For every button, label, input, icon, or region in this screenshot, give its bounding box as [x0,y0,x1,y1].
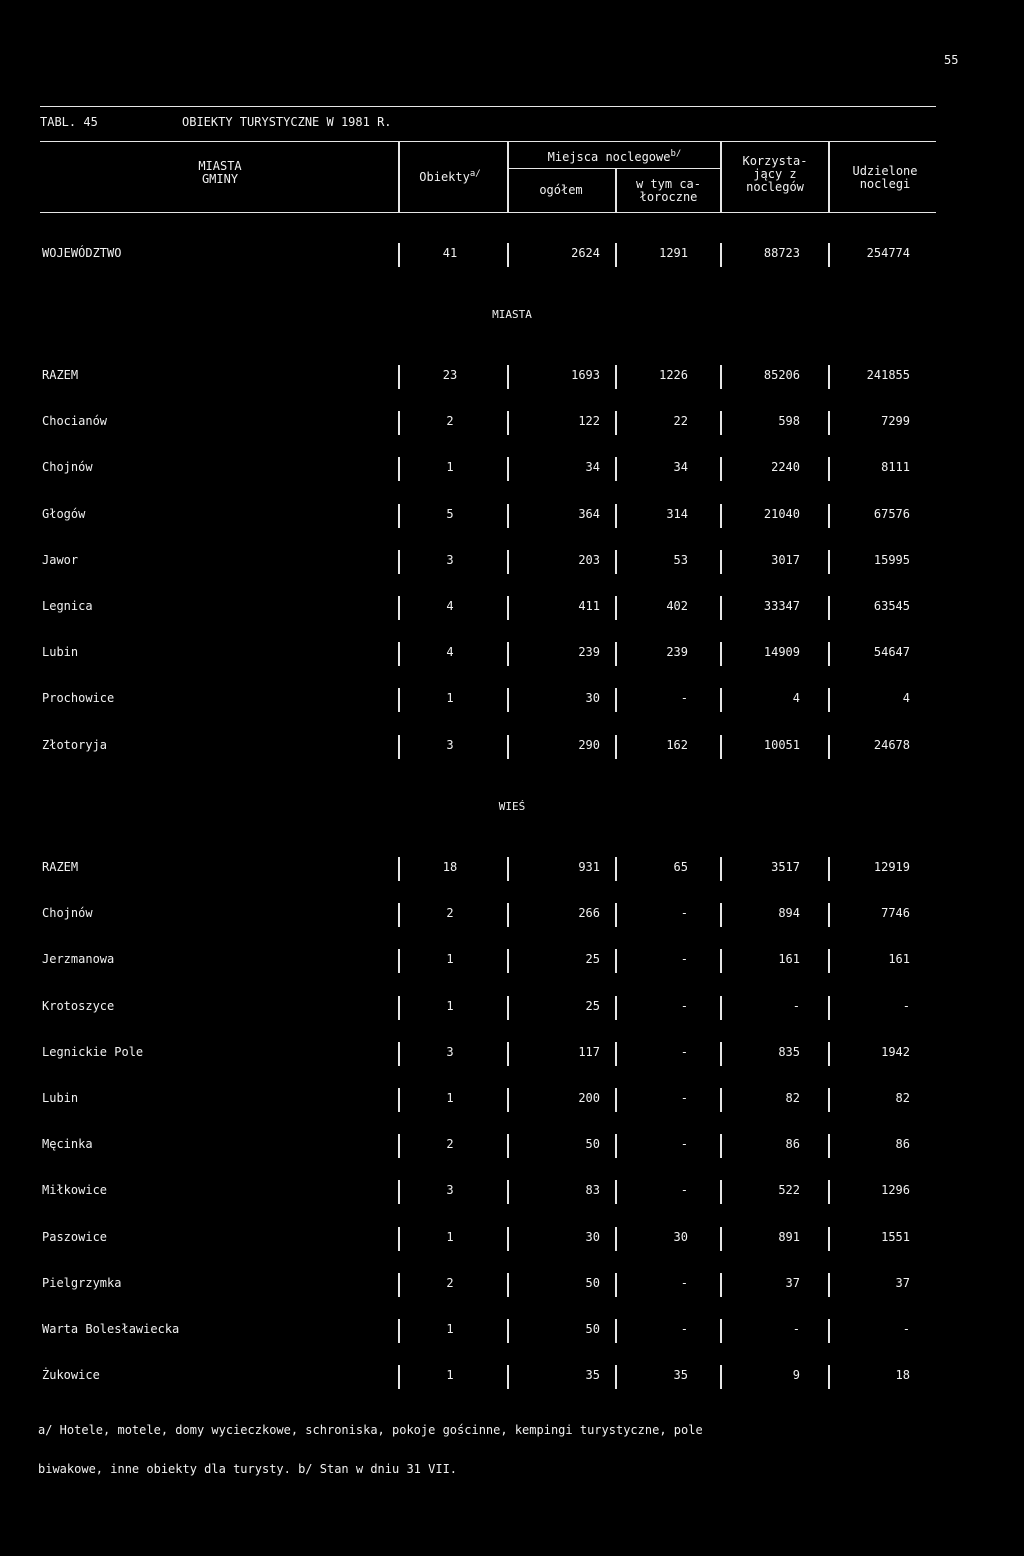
cell-nights: 4 [902,691,910,705]
cell-users: 82 [785,1091,800,1105]
header-towns [160,160,280,186]
row-divider [507,1042,509,1066]
cell-beds-year: 30 [673,1230,688,1244]
row-divider [398,1227,400,1251]
cell-users: 88723 [763,246,800,260]
row-name: WOJEWÓDZTWO [42,246,122,260]
row-divider [507,642,509,666]
cell-objects: 3 [446,738,454,752]
cell-beds-total: 239 [578,645,600,659]
table-row [0,906,1024,926]
table-row [0,738,1024,758]
header-objects-sup: a/ [469,169,481,179]
cell-beds-total: 34 [585,460,600,474]
table-row [0,1276,1024,1296]
row-name: Chocianów [42,414,108,428]
row-name: Lubin [42,645,79,659]
cell-beds-year: 65 [673,860,688,874]
cell-beds-year: 22 [673,414,688,428]
cell-nights: 1296 [881,1183,910,1197]
cell-objects: 3 [446,553,454,567]
cell-objects: 1 [446,999,454,1013]
cell-nights: 7299 [881,414,910,428]
row-name: Prochowice [42,691,115,705]
cell-beds-total: 931 [578,860,600,874]
row-name: Krotoszyce [42,999,115,1013]
header-top-rule [40,141,936,142]
row-divider [398,688,400,712]
row-name: Męcinka [42,1137,93,1151]
row-divider [507,688,509,712]
cell-users: 3017 [771,553,800,567]
row-divider [507,1134,509,1158]
table-row [0,553,1024,573]
cell-objects: 1 [446,1230,454,1244]
row-divider [398,735,400,759]
cell-beds-total: 411 [578,599,600,613]
header-users-line1: Korzysta- [742,154,808,168]
header-nights-line2: noclegi [859,177,911,191]
row-divider [507,1365,509,1389]
row-divider [398,996,400,1020]
row-divider [507,1319,509,1343]
section-title-villages: WIEŚ [498,800,526,813]
table-row [0,952,1024,972]
cell-beds-year: - [680,999,688,1013]
table-row [0,645,1024,665]
row-divider [398,596,400,620]
cell-objects: 2 [446,1137,454,1151]
row-divider [507,457,509,481]
cell-nights: 8111 [881,460,910,474]
cell-beds-year: - [680,952,688,966]
header-nights [830,165,940,191]
header-users [722,155,828,194]
cell-objects: 1 [446,1368,454,1382]
cell-nights: 15995 [873,553,910,567]
row-name: Złotoryja [42,738,108,752]
row-divider [507,1227,509,1251]
row-name: Chojnów [42,906,93,920]
header-users-line3: noclegów [746,180,804,194]
cell-nights: 82 [895,1091,910,1105]
cell-nights: 161 [888,952,910,966]
cell-beds-year: 35 [673,1368,688,1382]
cell-beds-year: 53 [673,553,688,567]
row-divider [507,550,509,574]
cell-nights: 86 [895,1137,910,1151]
row-divider [507,411,509,435]
cell-beds-total: 266 [578,906,600,920]
row-divider [398,504,400,528]
cell-beds-year: - [680,1322,688,1336]
header-beds-group [507,148,722,164]
cell-beds-year: - [680,1276,688,1290]
table-label: TABL. 45 [40,115,98,129]
cell-beds-total: 30 [585,691,600,705]
cell-nights: 1551 [881,1230,910,1244]
cell-users: 14909 [763,645,800,659]
cell-beds-total: 117 [578,1045,600,1059]
cell-beds-total: 30 [585,1230,600,1244]
cell-objects: 41 [442,246,458,260]
table-row [0,368,1024,388]
cell-beds-year: - [680,1183,688,1197]
cell-objects: 4 [446,645,454,659]
row-divider [507,1273,509,1297]
row-name: Legnica [42,599,93,613]
row-name: Głogów [42,507,86,521]
cell-objects: 3 [446,1183,454,1197]
cell-users: 33347 [763,599,800,613]
row-divider [398,1365,400,1389]
row-divider [507,857,509,881]
section-title-towns: MIASTA [492,308,532,321]
header-beds-year [617,178,720,204]
table-title: OBIEKTY TURYSTYCZNE W 1981 R. [182,115,392,129]
row-divider [398,411,400,435]
header-beds-total: ogółem [539,183,583,197]
row-name: Paszowice [42,1230,108,1244]
cell-users: 161 [778,952,800,966]
row-name: Pielgrzymka [42,1276,122,1290]
cell-nights: 24678 [873,738,910,752]
table-row [0,1137,1024,1157]
cell-beds-total: 25 [585,999,600,1013]
cell-users: 835 [778,1045,800,1059]
cell-nights: 254774 [866,246,910,260]
table-row [0,414,1024,434]
row-divider [507,243,509,267]
row-divider [398,550,400,574]
row-divider [507,1088,509,1112]
header-bottom-rule [40,212,936,213]
cell-users: 10051 [763,738,800,752]
cell-nights: 63545 [873,599,910,613]
cell-beds-year: 1291 [659,246,688,260]
cell-beds-total: 2624 [571,246,600,260]
cell-beds-year: 1226 [659,368,688,382]
cell-objects: 1 [446,1091,454,1105]
cell-beds-total: 50 [585,1322,600,1336]
row-divider [398,457,400,481]
cell-nights: 241855 [866,368,910,382]
cell-beds-year: 34 [673,460,688,474]
row-name: RAZEM [42,368,79,382]
row-divider [507,949,509,973]
cell-beds-year: 402 [666,599,688,613]
header-objects [400,168,500,184]
cell-users: 21040 [763,507,800,521]
row-divider [398,1042,400,1066]
cell-objects: 1 [446,952,454,966]
cell-beds-year: - [680,691,688,705]
cell-objects: 2 [446,414,454,428]
footnote-line2: biwakowe, inne obiekty dla turysty. b/ Stan w dniu 31 VII. [38,1462,458,1476]
row-divider [507,365,509,389]
cell-nights: - [902,999,910,1013]
row-divider [507,1180,509,1204]
cell-beds-year: - [680,1091,688,1105]
header-users-line2: jący z [753,167,797,181]
cell-beds-year: 314 [666,507,688,521]
cell-users: 37 [785,1276,800,1290]
cell-nights: - [902,1322,910,1336]
table-row-voivodeship [0,246,1024,266]
row-divider [398,857,400,881]
cell-beds-year: - [680,1045,688,1059]
row-name: Żukowice [42,1368,100,1382]
row-name: Chojnów [42,460,93,474]
row-divider [398,365,400,389]
table-row [0,507,1024,527]
table-row [0,1091,1024,1111]
cell-users: 522 [778,1183,800,1197]
table-row [0,1183,1024,1203]
table-row [0,999,1024,1019]
cell-objects: 1 [446,691,454,705]
cell-beds-total: 200 [578,1091,600,1105]
cell-objects: 3 [446,1045,454,1059]
header-beds-sup: b/ [670,149,682,159]
row-divider [507,504,509,528]
header-objects-text: Obiekty [419,170,470,184]
row-divider [398,949,400,973]
cell-nights: 1942 [881,1045,910,1059]
cell-users: 85206 [763,368,800,382]
cell-nights: 18 [895,1368,910,1382]
row-divider [398,1273,400,1297]
row-name: Legnickie Pole [42,1045,144,1059]
cell-users: 9 [792,1368,800,1382]
cell-users: 598 [778,414,800,428]
cell-beds-total: 50 [585,1137,600,1151]
header-towns-line1: MIASTA [198,159,242,173]
cell-users: 4 [792,691,800,705]
cell-users: - [792,1322,800,1336]
table-row [0,599,1024,619]
cell-objects: 1 [446,460,454,474]
header-beds-year-line2: łoroczne [639,190,698,204]
row-name: Jawor [42,553,79,567]
row-divider [507,996,509,1020]
row-divider [507,596,509,620]
row-divider [398,243,400,267]
header-beds-group-text: Miejsca noclegowe [547,150,671,164]
cell-beds-year: - [680,1137,688,1151]
cell-beds-total: 122 [578,414,600,428]
cell-beds-year: 239 [666,645,688,659]
cell-objects: 1 [446,1322,454,1336]
row-divider [398,642,400,666]
footnote-line1: a/ Hotele, motele, domy wycieczkowe, schroniska, pokoje gościnne, kempingi turystyczne, pole [38,1423,703,1437]
table-row [0,460,1024,480]
page-number: 55 [944,53,959,67]
cell-users: 891 [778,1230,800,1244]
cell-beds-year: 162 [666,738,688,752]
top-rule [40,106,936,107]
table-row [0,1322,1024,1342]
cell-beds-total: 50 [585,1276,600,1290]
cell-users: 2240 [771,460,800,474]
header-beds-year-line1: w tym ca- [635,177,702,191]
table-row [0,691,1024,711]
row-name: RAZEM [42,860,79,874]
cell-beds-total: 1693 [571,368,600,382]
row-name: Warta Bolesławiecka [42,1322,180,1336]
table-row [0,860,1024,880]
row-divider [507,735,509,759]
cell-objects: 2 [446,906,454,920]
cell-objects: 5 [446,507,454,521]
cell-users: 86 [785,1137,800,1151]
cell-beds-total: 83 [585,1183,600,1197]
cell-nights: 54647 [873,645,910,659]
cell-beds-year: - [680,906,688,920]
cell-beds-total: 25 [585,952,600,966]
row-divider [398,1088,400,1112]
cell-objects: 2 [446,1276,454,1290]
header-nights-line1: Udzielone [852,164,918,178]
table-row [0,1368,1024,1388]
cell-users: - [792,999,800,1013]
table-row [0,1230,1024,1250]
row-name: Lubin [42,1091,79,1105]
cell-users: 894 [778,906,800,920]
cell-users: 3517 [771,860,800,874]
row-divider [507,903,509,927]
row-divider [398,1134,400,1158]
cell-objects: 23 [442,368,458,382]
cell-nights: 37 [895,1276,910,1290]
cell-beds-total: 290 [578,738,600,752]
cell-beds-total: 203 [578,553,600,567]
row-divider [398,903,400,927]
cell-beds-total: 364 [578,507,600,521]
row-divider [398,1319,400,1343]
row-name: Miłkowice [42,1183,108,1197]
row-divider [398,1180,400,1204]
cell-nights: 12919 [873,860,910,874]
table-row [0,1045,1024,1065]
header-towns-line2: GMINY [201,172,239,186]
cell-nights: 67576 [873,507,910,521]
footnote [38,1398,938,1489]
cell-nights: 7746 [881,906,910,920]
cell-objects: 4 [446,599,454,613]
cell-objects: 18 [442,860,458,874]
row-name: Jerzmanowa [42,952,115,966]
cell-beds-total: 35 [585,1368,600,1382]
